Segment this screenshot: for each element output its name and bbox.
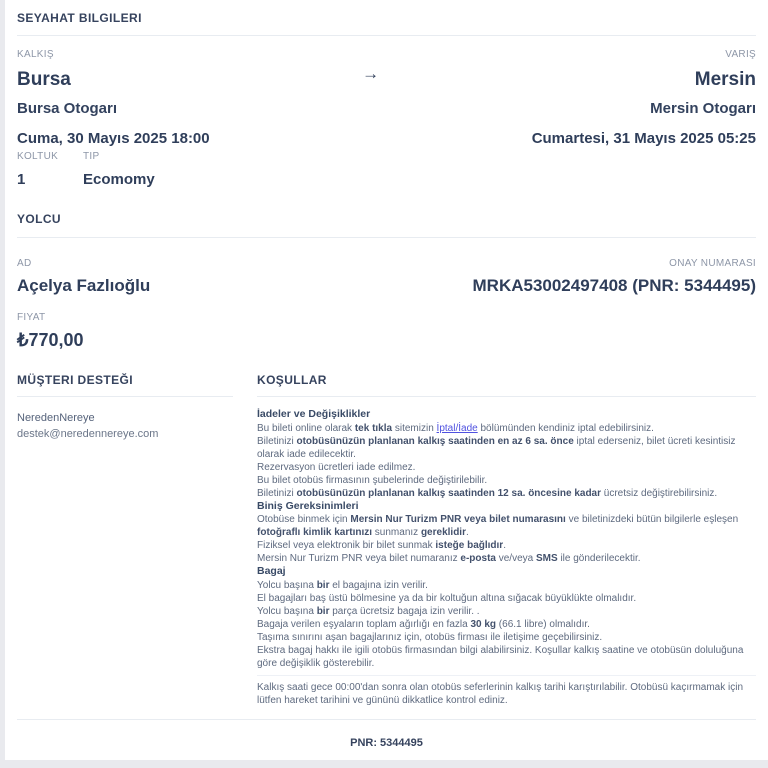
terms-text: Yolcu başına [257,605,317,617]
terms-line [257,631,756,644]
terms-bold-text: isteğe bağlıdır [435,540,504,552]
terms-text: Rezervasyon ücretleri iade edilmez. [257,461,416,473]
terms-line [257,552,756,565]
terms-line [257,618,756,631]
terms-text: Taşıma sınırını aşan bagajlarınız için, otobüs firması ile iletişime geçebilirsiniz. [257,631,603,643]
terms-line [257,513,756,539]
arrival-city: Mersin [694,69,756,90]
terms-text: bölümünden kendiniz iptal edebilirsiniz. [477,422,654,434]
arrival-station: Mersin Otogarı [650,100,756,117]
passenger-name: Açelya Fazlıoğlu [17,276,151,295]
type-block [83,151,155,188]
terms-bold-text: bir [316,605,330,617]
terms-text: el bagajına izin verilir. [329,579,428,591]
terms-bold-text: 30 kg [470,618,497,630]
passenger-row [17,258,756,296]
terms-line [257,474,756,487]
terms-text: Kalkış saati gece 00:00'dan sonra olan otobüs seferlerinin kalkış tarihi karıştırılabilir. Otobüsü kaçırmamak için lütfen hareket tarihini ve gününü dikkatlice kontrol ediniz. [257,681,744,706]
support-column [17,373,233,443]
conditions-column [257,373,756,707]
terms-text: (66.1 libre) olmalıdır. [496,618,590,630]
confirmation-number: MRKA53002497408 (PNR: 5344495) [472,276,756,295]
support-section-title: MÜŞTERI DESTEĞI [17,373,233,397]
terms-bold-text: SMS [536,553,558,565]
footer-divider [17,719,756,720]
footer-pnr: PNR: 5344495 [350,736,423,749]
departure-block [17,49,210,188]
terms-text: sitemizin [392,422,437,434]
terms-text: Otobüse binmek için [257,514,351,526]
terms-text: iptal ederseniz, bilet ücreti kesintisiz olarak iade edilecektir. [257,435,736,460]
terms-bold-text: tek tıkla [354,422,393,434]
passenger-section-header [17,210,756,238]
terms-line [257,592,756,605]
terms-line [257,644,756,670]
departure-label: KALKIŞ [17,49,54,60]
terms-line [257,461,756,474]
support-company: NeredenNereye [17,412,95,424]
terms-text: Bu bileti online olarak [257,422,355,434]
terms-text: ve biletinizdeki bütün bilgilerle eşleşen [565,514,739,526]
support-email: destek@neredennereye.com [17,427,159,440]
type-value: Ecomomy [83,171,155,188]
terms-line [257,422,756,435]
terms-text: Biletinizi [257,435,297,447]
seat-label: KOLTUK [17,151,59,162]
terms-text: Biletinizi [257,487,297,499]
terms-text: parça ücretsiz bagaja izin verilir. . [329,605,480,617]
passenger-section-title: YOLCU [17,212,61,226]
arrival-datetime: Cumartesi, 31 Mayıs 2025 05:25 [531,130,756,147]
terms-bold-text: bir [316,579,330,591]
price-label: FIYAT [17,312,46,323]
terms-bold-text: Mersin Nur Turizm PNR veya bilet numarasını [350,514,566,526]
type-label: TIP [83,151,100,162]
terms-line [257,487,756,500]
departure-station: Bursa Otogarı [17,100,118,117]
terms-text: Fiziksel veya elektronik bir bilet sunmak [257,540,436,552]
passenger-name-block [17,258,150,296]
terms-line [257,605,756,618]
terms-bold-text: gereklidir [420,527,466,539]
terms-text: . [465,527,469,539]
terms-text: ile gönderilecektir. [557,553,641,565]
conditions-section-title: KOŞULLAR [257,373,756,397]
terms-heading: Bagaj [257,565,286,578]
terms-line [257,539,756,552]
seat-value: 1 [17,171,26,188]
terms-heading: Biniş Gereksinimleri [257,499,359,512]
arrival-block [532,49,756,188]
document-header [17,0,756,36]
document-title: SEYAHAT BILGILERI [17,11,142,25]
arrow-right-icon: → [362,64,380,83]
terms-text: Bagaja verilen eşyaların toplam ağırlığı en fazla [257,618,471,630]
price-value: ₺770,00 [17,330,84,350]
name-label: AD [17,258,32,269]
terms-text: Yolcu başına [257,579,317,591]
terms-line [257,579,756,592]
confirmation-label: ONAY NUMARASI [669,258,756,269]
terms-separator [257,675,756,676]
price-block [17,312,756,351]
cancel-refund-link[interactable]: İptal/İade [436,422,478,434]
departure-datetime: Cuma, 30 Mayıs 2025 18:00 [17,130,210,147]
terms-text: Bu bilet otobüs firmasının şubelerinde değiştirilebilir. [257,474,488,486]
terms-text: El bagajları baş üstü bölmesine ya da bir koltuğun altına sığacak büyüklükte olmalıdır. [257,592,637,604]
trip-section [17,49,756,188]
terms-bold-text: fotoğraflı kimlik kartınızı [257,527,373,539]
terms-text: ücretsiz değiştirebilirsiniz. [601,487,718,499]
terms-line [257,435,756,461]
terms-line [257,681,756,707]
arrival-label: VARIŞ [725,49,756,60]
seat-type-row [17,151,210,188]
terms-text: Mersin Nur Turizm PNR veya bilet numaranız [257,553,461,565]
terms-text: sunmanız [372,527,421,539]
terms-heading: İadeler ve Değişiklikler [257,408,371,420]
bottom-columns [17,373,756,707]
terms-text: Ekstra bagaj hakkı ile igili otobüs firmasından bilgi alabilirsiniz. Koşullar kalkış saatine ve otobüsün doluluğuna göre değişiklik gösterebilir. [257,644,744,669]
terms-bold-text: otobüsünüzün planlanan kalkış saatinden 12 sa. öncesine kadar [296,487,601,499]
seat-block [17,151,83,188]
departure-city: Bursa [17,69,71,90]
terms-bold-text: e-posta [460,553,496,565]
terms-list [257,408,756,707]
terms-bold-text: otobüsünüzün planlanan kalkış saatinden en az 6 sa. önce [296,435,574,447]
confirmation-block [473,258,757,296]
terms-text: ve/veya [495,553,536,565]
support-body [17,411,233,443]
terms-text: . [503,540,506,552]
ticket-document [5,0,768,760]
